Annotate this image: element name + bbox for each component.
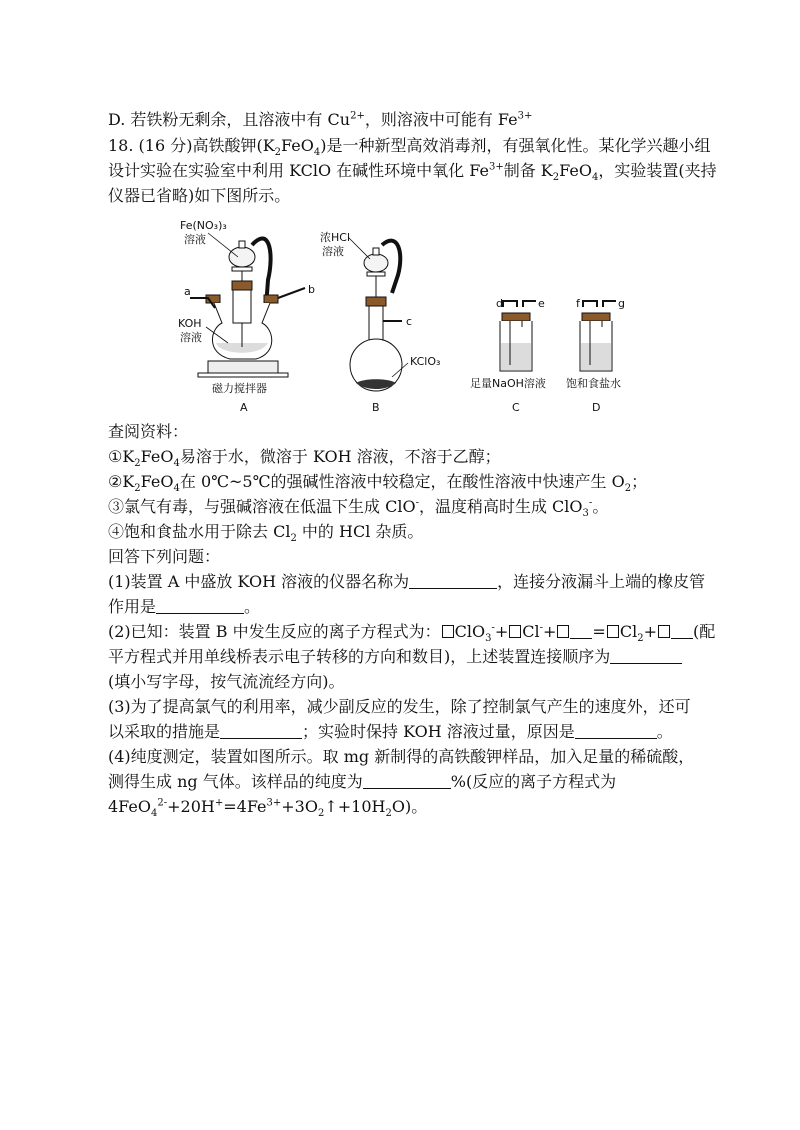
- info-heading: 查阅资料：: [108, 422, 189, 441]
- a-port-left: a: [184, 285, 191, 298]
- answer-blank[interactable]: [156, 598, 244, 614]
- a-funnel-label: Fe(NO₃)₃: [180, 219, 227, 232]
- question-4-line-1: (4)纯度测定，装置如图所示。取 mg 新制得的高铁酸钾样品，加入足量的稀硫酸，: [108, 747, 695, 766]
- c-port-e: e: [538, 297, 545, 310]
- question-2-line-3: (填小写字母，按气流流经方向)。: [108, 672, 345, 691]
- question-4-line-2: 测得生成 ng 气体。该样品的纯度为 %(反应的离子方程式为: [108, 772, 617, 791]
- question-1-line-1: (1)装置 A 中盛放 KOH 溶液的仪器名称为 ，连接分液漏斗上端的橡皮管: [108, 572, 706, 591]
- coefficient-box[interactable]: [442, 625, 454, 638]
- coefficient-box[interactable]: [509, 625, 521, 638]
- question-18-line-3: 仪器已省略)如下图所示。: [108, 186, 291, 205]
- question-1-line-2: 作用是 。: [108, 597, 261, 616]
- apparatus-d: [566, 297, 625, 414]
- question-2-line-1: (2)已知：装置 B 中发生反应的离子方程式为： $ClO_3^-+ Cl^-+ = Cl_2+$ (配: [108, 622, 716, 645]
- info-item-1: $①K_2FeO_4$易溶于水，微溶于 KOH 溶液，不溶于乙醇；: [108, 447, 501, 470]
- d-letter: D: [592, 401, 601, 414]
- a-letter: A: [240, 401, 248, 414]
- question-2-line-2: 平方程式并用单线桥表示电子转移的方向和数目)，上述装置连接顺序为: [108, 647, 682, 667]
- d-port-f: f: [576, 297, 580, 310]
- question-3-line-2: 以采取的措施是 ；实验时保持 KOH 溶液过量，原因是 。: [108, 722, 673, 741]
- apparatus-figure: [170, 215, 640, 420]
- apparatus-b: [320, 230, 440, 414]
- a-koh-label: KOH: [178, 317, 202, 330]
- d-port-g: g: [618, 297, 625, 310]
- answer-blank[interactable]: [570, 623, 592, 639]
- c-label: 足量NaOH溶液: [470, 377, 546, 390]
- answer-blank[interactable]: [610, 648, 682, 664]
- info-item-4: ④饱和食盐水用于除去 $Cl_2$ 中的 HCl 杂质。: [108, 522, 424, 545]
- b-port-c: c: [406, 315, 413, 328]
- coefficient-box[interactable]: [658, 625, 670, 638]
- question-18-line-2: 设计实验在实验室中利用 KClO 在碱性环境中氧化 $Fe^{3+}$制备 $K_2FeO_4$，实验装置(夹持: [108, 161, 717, 184]
- b-hcl-label: 浓HCl: [320, 231, 351, 244]
- a-stirrer-label: 磁力搅拌器: [212, 382, 267, 395]
- info-item-2: $②K_2FeO_4$在 0℃~5℃的强碱性溶液中较稳定，在酸性溶液中快速产生 $O_2$；: [108, 472, 648, 495]
- b-letter: B: [372, 401, 380, 414]
- a-funnel-label-2: 溶液: [184, 233, 206, 246]
- answer-blank[interactable]: [363, 773, 451, 789]
- apparatus-a: [178, 219, 315, 414]
- answer-blank[interactable]: [671, 623, 693, 639]
- info-item-3: ③氯气有毒，与强碱溶液在低温下生成 ClO-，温度稍高时生成 ClO$_3$-。: [108, 497, 609, 520]
- question-3-line-1: (3)为了提高氯气的利用率，减少副反应的发生，除了控制氯气产生的速度外，还可: [108, 697, 691, 716]
- a-port-right: b: [308, 283, 315, 296]
- answer-blank[interactable]: [575, 723, 657, 739]
- a-koh-label-2: 溶液: [180, 331, 202, 344]
- coefficient-box[interactable]: [607, 625, 619, 638]
- answer-blank[interactable]: [409, 573, 497, 589]
- b-kclo3-label: KClO₃: [410, 355, 441, 368]
- question-4-line-3: $4FeO_4^{2-}+20H^+=4Fe^{3+}+3O_2↑+10H_2O$)。: [108, 797, 428, 820]
- option-d: D. 若铁粉无剩余，且溶液中有 $Cu^{2+}$，则溶液中可能有 $Fe^{3+}$: [108, 110, 533, 129]
- questions-heading: 回答下列问题：: [108, 547, 221, 566]
- d-label: 饱和食盐水: [566, 377, 621, 390]
- c-port-d: d: [496, 297, 503, 310]
- c-letter: C: [512, 401, 520, 414]
- apparatus-c: [470, 297, 546, 414]
- question-18-line-1: 18. (16 分)高铁酸钾$(K_2FeO_4)$是一种新型高效消毒剂，有强氧化性。某化学兴趣小组: [108, 136, 711, 159]
- answer-blank[interactable]: [220, 723, 302, 739]
- coefficient-box[interactable]: [557, 625, 569, 638]
- b-hcl-label-2: 溶液: [322, 245, 344, 258]
